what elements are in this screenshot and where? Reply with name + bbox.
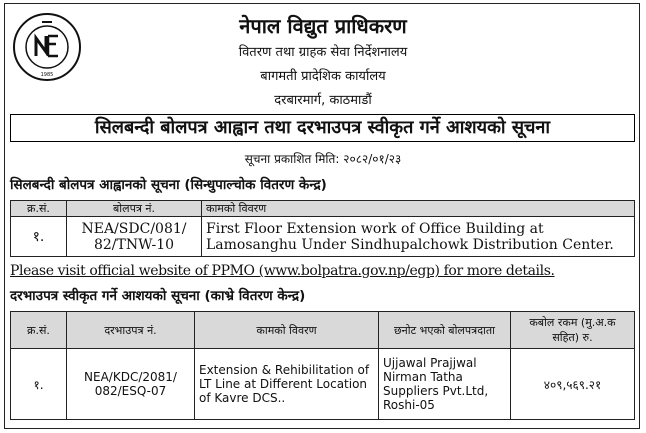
- office-address: दरबारमार्ग, काठमाडौं: [274, 93, 372, 108]
- logo-year: 1985: [40, 72, 54, 78]
- ppmo-link[interactable]: Please visit official website of PPMO (www.bolpatra.gov.np/egp) for more details.: [10, 263, 555, 279]
- col-header-bid-no: दरभाउपत्र नं.: [67, 312, 195, 349]
- col-header-description: कामको विवरण: [195, 312, 379, 349]
- intent-notice-title: दरभाउपत्र स्वीकृत गर्ने आशयको सूचना (काभ्रे वितरण केन्द्र): [10, 288, 306, 304]
- cell-sn: १.: [11, 217, 67, 257]
- col-header-sn: क्र.सं.: [11, 201, 67, 217]
- office-name: बागमती प्रादेशिक कार्यालय: [260, 69, 386, 84]
- publish-date: सूचना प्रकाशित मिति: २०८२/०१/२३: [244, 152, 402, 166]
- cell-description: First Floor Extension work of Office Building at Lamosanghu Under Sindhupalchowk Distribution Center.: [202, 217, 635, 257]
- notice-banner: सिलबन्दी बोलपत्र आह्वान तथा दरभाउपत्र स्वीकृत गर्ने आशयको सूचना: [10, 114, 635, 142]
- directorate-name: वितरण तथा ग्राहक सेवा निर्देशनालय: [238, 45, 408, 60]
- table-row: [11, 349, 635, 420]
- bid-notice-table: [10, 200, 635, 257]
- cell-bidder: Ujjawal Prajjwal Nirman Tatha Suppliers Pvt.Ltd, Roshi-05: [379, 349, 511, 420]
- cell-amount: ४०९,५६९.२१: [511, 349, 635, 420]
- col-header-amount: कबोल रकम (मु.अ.क सहित) रु.: [511, 312, 635, 349]
- col-header-bidder: छनोट भएको बोलपत्रदाता: [379, 312, 511, 349]
- bid-notice-title: सिलबन्दी बोलपत्र आह्वानको सूचना (सिन्धुपाल्चोक वितरण केन्द्र): [10, 177, 327, 193]
- cell-description: Extension & Rehibilitation of LT Line at Different Location of Kavre DCS..: [195, 349, 379, 420]
- table-header-row: [11, 312, 635, 349]
- cell-sn: १.: [11, 349, 67, 420]
- cell-bid-no: NEA/KDC/2081/ 082/ESQ-07: [67, 349, 195, 420]
- table-row: [11, 217, 635, 257]
- cell-bid-no: NEA/SDC/081/ 82/TNW-10: [67, 217, 202, 257]
- col-header-description: कामको विवरण: [202, 201, 635, 217]
- table-header-row: [11, 201, 635, 217]
- org-name: नेपाल विद्युत प्राधिकरण: [239, 14, 407, 38]
- intent-notice-table: [10, 311, 635, 420]
- col-header-sn: क्र.सं.: [11, 312, 67, 349]
- col-header-bid-no: बोलपत्र नं.: [67, 201, 202, 217]
